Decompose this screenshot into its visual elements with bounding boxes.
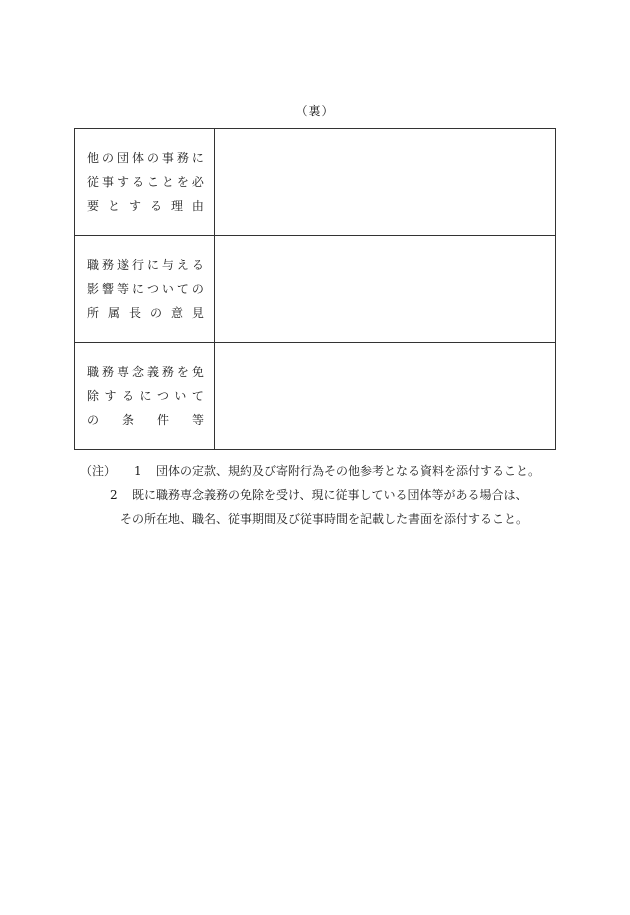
form-row — [75, 129, 556, 236]
row-label-char: 見 — [191, 306, 204, 320]
note-item-1 — [80, 459, 570, 483]
row-label-line — [87, 170, 204, 194]
row-label-char: 意 — [170, 306, 183, 320]
form-row — [75, 343, 556, 450]
row-label-char: る — [149, 199, 162, 213]
row-label-char: 行 — [131, 258, 144, 272]
row-label-char: つ — [146, 282, 159, 296]
row-label-char: 理 — [170, 199, 183, 213]
note-prefix: （注） — [80, 464, 117, 478]
note-item-2-continuation — [80, 507, 570, 531]
row-label-char: て — [176, 282, 189, 296]
row-label-char: 他 — [87, 151, 100, 165]
row-label-char: の — [146, 151, 159, 165]
note-item-2 — [80, 483, 570, 507]
row-label-char: 体 — [131, 151, 144, 165]
row-label-char: 務 — [101, 258, 114, 272]
row-label-char: 響 — [101, 282, 114, 296]
row-label-line — [87, 277, 204, 301]
row-label-char: 職 — [87, 365, 100, 379]
note-text: 団体の定款、規約及び寄附行為その他参考となる資料を添付すること。 — [156, 464, 541, 478]
row-label-char: 等 — [116, 282, 129, 296]
form-table — [74, 128, 556, 450]
row-value-field[interactable] — [215, 343, 556, 450]
row-label-char: 遂 — [116, 258, 129, 272]
notes-section — [80, 459, 570, 531]
row-label-line — [87, 253, 204, 277]
row-label-char: 条 — [121, 413, 134, 427]
row-label-char: 義 — [146, 365, 159, 379]
row-label-char: 事 — [101, 175, 114, 189]
row-label-char: と — [161, 175, 174, 189]
row-label-char: の — [87, 413, 100, 427]
row-label — [75, 129, 215, 236]
row-label-char: 除 — [87, 389, 100, 403]
note-number: 1 — [134, 464, 142, 478]
row-value-field[interactable] — [215, 236, 556, 343]
row-label-char: の — [149, 306, 162, 320]
row-label-char: 専 — [116, 365, 129, 379]
row-label-char: る — [121, 389, 134, 403]
row-label-char: て — [191, 389, 204, 403]
row-label-line — [87, 384, 204, 408]
row-label-char: 事 — [161, 151, 174, 165]
row-label-char: 長 — [128, 306, 141, 320]
row-label-char: を — [176, 175, 189, 189]
page-heading: （裏） — [295, 104, 335, 118]
row-label-char: 所 — [87, 306, 100, 320]
row-value-field[interactable] — [215, 129, 556, 236]
row-label-char: 要 — [87, 199, 100, 213]
row-label-char: 務 — [101, 365, 114, 379]
row-label-char: す — [128, 199, 141, 213]
row-label-char: に — [191, 151, 204, 165]
row-label-line — [87, 301, 204, 325]
row-label-char: を — [176, 365, 189, 379]
note-text: その所在地、職名、従事期間及び従事時間を記載した書面を添付すること。 — [120, 512, 529, 526]
row-label-char: 免 — [191, 365, 204, 379]
note-text: 既に職務専念義務の免除を受け、現に従事している団体等がある場合は、 — [132, 488, 528, 502]
note-number: 2 — [110, 488, 118, 502]
row-label-char: 件 — [156, 413, 169, 427]
row-label-char: る — [191, 258, 204, 272]
row-label-char: 影 — [87, 282, 100, 296]
row-label-line — [87, 360, 204, 384]
row-label-char: に — [139, 389, 152, 403]
row-label-line — [87, 146, 204, 170]
row-label-char: 必 — [191, 175, 204, 189]
row-label-char: す — [116, 175, 129, 189]
row-label-char: 由 — [191, 199, 204, 213]
row-label-char: つ — [156, 389, 169, 403]
row-label-line — [87, 408, 204, 432]
row-label-char: い — [174, 389, 187, 403]
row-label-char: に — [146, 258, 159, 272]
row-label-char: こ — [146, 175, 159, 189]
form-row — [75, 236, 556, 343]
row-label-char: 団 — [116, 151, 129, 165]
row-label-char: す — [104, 389, 117, 403]
row-label-char: と — [107, 199, 120, 213]
row-label-char: の — [101, 151, 114, 165]
row-label-char: い — [161, 282, 174, 296]
row-label — [75, 236, 215, 343]
row-label-char: 属 — [107, 306, 120, 320]
row-label-char: 与 — [161, 258, 174, 272]
row-label-char: 念 — [131, 365, 144, 379]
row-label-line — [87, 194, 204, 218]
row-label-char: の — [191, 282, 204, 296]
row-label-char: る — [131, 175, 144, 189]
row-label-char: 職 — [87, 258, 100, 272]
row-label-char: 従 — [87, 175, 100, 189]
row-label-char: 務 — [161, 365, 174, 379]
row-label-char: え — [176, 258, 189, 272]
row-label — [75, 343, 215, 450]
row-label-char: 等 — [191, 413, 204, 427]
row-label-char: に — [131, 282, 144, 296]
row-label-char: 務 — [176, 151, 189, 165]
